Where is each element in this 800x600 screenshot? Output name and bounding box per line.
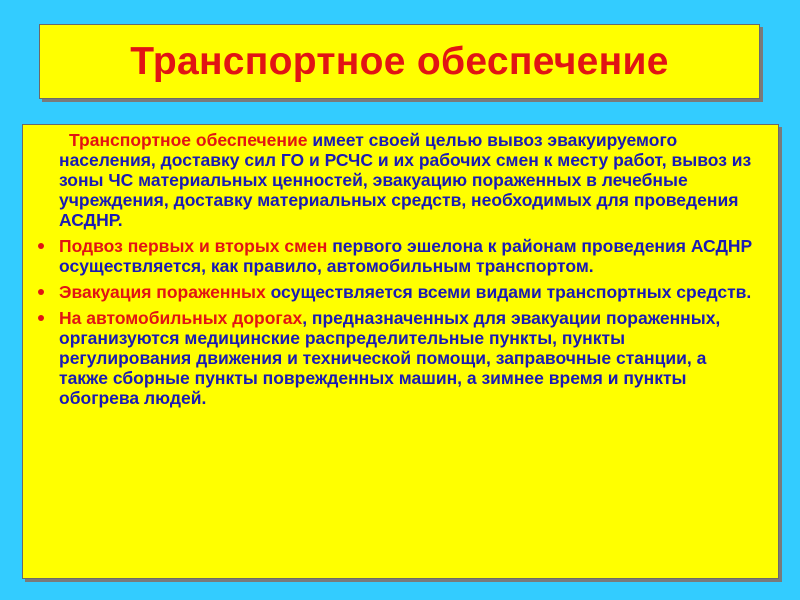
bullet-item-2	[34, 282, 760, 302]
bullet-highlight: На автомобильных дорогах	[59, 308, 303, 328]
bullet-dot-icon	[38, 315, 44, 321]
title-panel	[39, 24, 760, 99]
intro-paragraph	[34, 130, 760, 230]
bullet-item-3	[34, 308, 760, 408]
bullet-highlight: Эвакуация пораженных	[59, 282, 266, 302]
bullet-highlight: Подвоз первых и вторых смен	[59, 236, 328, 256]
content-panel	[22, 124, 779, 579]
bullet-item-1	[34, 236, 760, 276]
intro-highlight: Транспортное обеспечение	[69, 130, 308, 150]
bullet-text: осуществляется всеми видами транспортных средств.	[265, 282, 752, 302]
bullet-text: первого эшелона к районам проведения АСДНР осуществляется, как правило, автомобильным транспортом.	[59, 236, 753, 276]
slide-title: Транспортное обеспечение	[130, 40, 669, 83]
intro-text: имеет своей целью вывоз эвакуируемого населения, доставку сил ГО и РСЧС и их рабочих смен к месту работ, вывоз из зоны ЧС материальных ценностей, эвакуацию пораженных в лечебные учреждения, доставку материальных средств, необходимых для проведения АСДНР.	[59, 130, 752, 230]
bullet-text: , предназначенных для эвакуации пораженных, организуются медицинские распределительные пункты, пункты регулирования движения и технической помощи, заправочные станции, а также сборные пункты поврежденных машин, а зимнее время и пункты обогрева людей.	[59, 308, 721, 408]
bullet-dot-icon	[38, 289, 44, 295]
bullet-dot-icon	[38, 243, 44, 249]
